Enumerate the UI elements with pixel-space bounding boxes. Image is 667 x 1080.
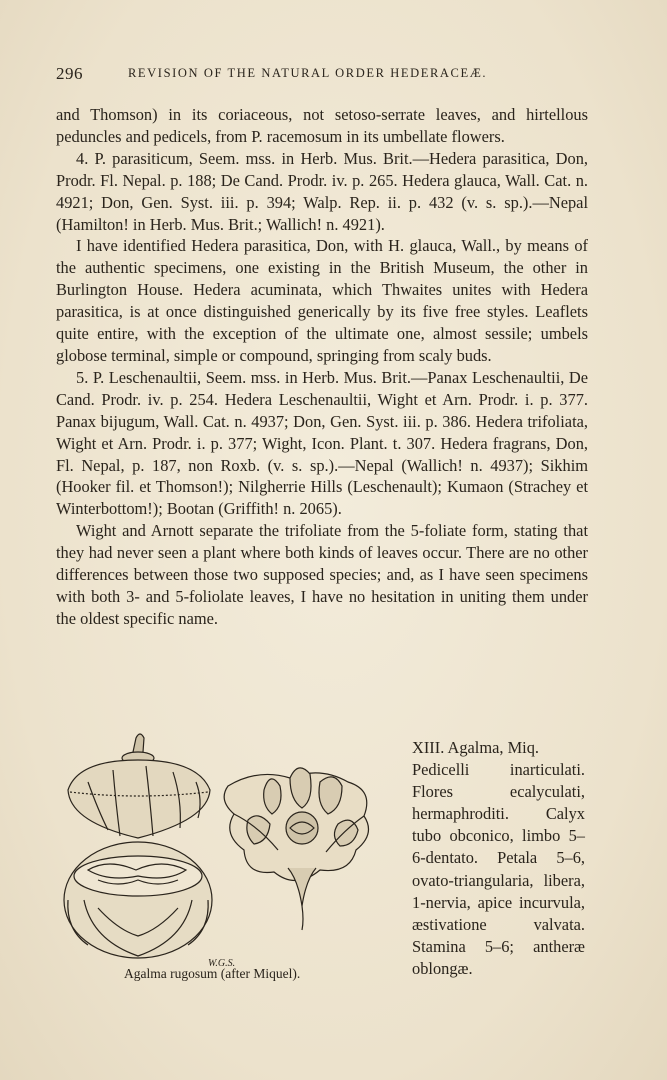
genus-description — [412, 737, 585, 980]
paragraph-continuation: and Thomson) in its coriaceous, not setoso-serrate leaves, and hirtellous peduncles and pedicels, from P. racemosum in its umbellate flowers. — [56, 105, 588, 146]
botanical-figure — [58, 730, 398, 1000]
genus-diagnosis: Pedicelli inarticulati. Flores ecalyculati, hermaphroditi. Calyx tubo obconico, limbo 5–6-dentato. Petala 5–6, ovato-triangularia, libera, 1-nervia, apice incurvula, æstivatione valvata. Stamina 5–6; antheræ oblongæ. — [412, 760, 585, 978]
paragraph-wight-arnott-note: Wight and Arnott separate the trifoliate from the 5-foliate form, stating that they had never seen a plant where both kinds of leaves occur. There are no other differences between those two supposed species; and, as I have seen specimens with both 3- and 5-foliolate leaves, I have no hesitation in uniting them under the oldest specific name. — [56, 521, 588, 628]
paragraph-species-5: 5. P. Leschenaultii, Seem. mss. in Herb. Mus. Brit.—Panax Leschenaultii, De Cand. Prodr. iv. p. 254. Hedera Leschenaultii, Wight et Arn. Prodr. i. p. 377. Panax bijugum, Wall. Cat. n. 4937; Don, Gen. Syst. iii. p. 386. Hedera trifoliata, Wight et Arn. Prodr. i. p. 377; Wight, Icon. Plant. t. 307. Hedera fragrans, Don, Fl. Nepal, p. 187, non Roxb. (v. s. sp.).—Nepal (Wallich! n. 4937); Sikhim (Hooker fil. et Thomson!); Nilgherrie Hills (Leschenault); Kumaon (Strachey et Winterbottom!); Bootan (Griffith! n. 2065). — [56, 367, 588, 519]
agalma-illustration — [58, 730, 398, 970]
running-title: REVISION OF THE NATURAL ORDER HEDERACEÆ. — [128, 66, 488, 80]
page-number: 296 — [56, 64, 83, 83]
body-text — [56, 104, 588, 630]
paragraph-identification-note: I have identified Hedera parasitica, Don, with H. glauca, Wall., by means of the authentic specimens, one existing in the British Museum, the other in Burlington House. Hedera acuminata, which Thwaites unites with Hedera parasitica, is at once distinguished generically by its five free styles. Leaflets quite entire, with the exception of the ultimate one, almost sessile; umbels globose terminal, simple or compound, springing from scaly buds. — [56, 236, 588, 365]
figure-caption: Agalma rugosum (after Miquel). — [124, 966, 301, 981]
engraver-mark: W.G.S. — [208, 958, 236, 969]
paragraph-species-4: 4. P. parasiticum, Seem. mss. in Herb. Mus. Brit.—Hedera parasitica, Don, Prodr. Fl. Nepal. p. 188; De Cand. Prodr. iv. p. 265. Hedera glauca, Wall. Cat. n. 4921; Don, Gen. Syst. iii. p. 394; Walp. Rep. ii. p. 432 (v. s. sp.).—Nepal (Hamilton! in Herb. Mus. Brit.; Wallich! n. 4921). — [56, 148, 588, 234]
genus-heading: XIII. Agalma, Miq. — [412, 738, 540, 757]
